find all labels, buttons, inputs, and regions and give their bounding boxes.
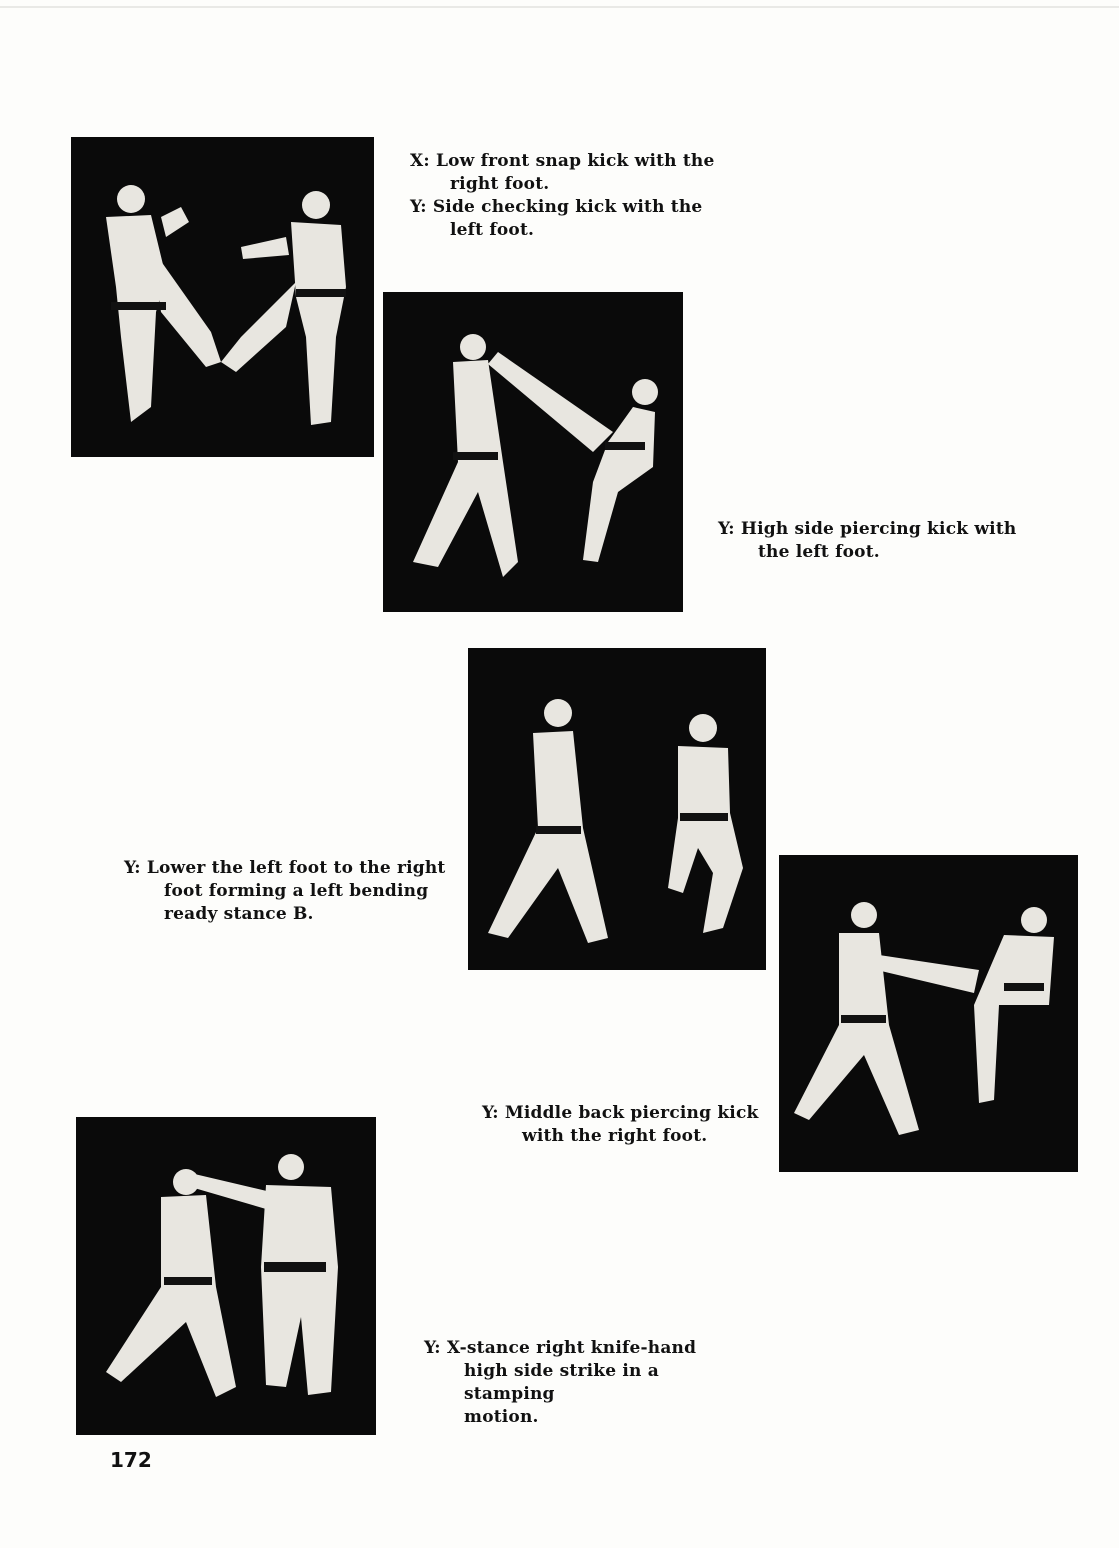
caption-line: right foot. — [450, 174, 550, 194]
caption-line: left foot. — [450, 220, 535, 240]
photo-middle-back-piercing-kick — [779, 855, 1078, 1172]
page-number: 172 — [110, 1448, 152, 1472]
caption-knife-hand-strike — [424, 1337, 754, 1429]
caption-high-side-piercing-kick — [718, 518, 1048, 564]
caption-left-bending-ready-stance — [124, 857, 454, 926]
photo-left-bending-ready-stance — [468, 648, 766, 970]
photo-knife-hand-strike — [76, 1117, 376, 1435]
caption-line: X: Low front snap kick with the — [410, 151, 715, 171]
caption-line: with the right foot. — [522, 1126, 708, 1146]
caption-line: Y: X-stance right knife-hand — [424, 1338, 697, 1358]
caption-line: Y: High side piercing kick with — [718, 519, 1017, 539]
caption-middle-back-piercing-kick — [482, 1102, 782, 1148]
photo-low-front-snap-kick — [71, 137, 374, 457]
page-top-edge — [0, 6, 1119, 8]
caption-line: Y: Side checking kick with the — [410, 197, 703, 217]
photo-high-side-piercing-kick — [383, 292, 683, 612]
caption-line: Y: Middle back piercing kick — [482, 1103, 759, 1123]
caption-line: motion. — [464, 1407, 539, 1427]
caption-line: foot forming a left bending — [164, 881, 429, 901]
caption-line: high side strike in a stamping — [464, 1361, 659, 1404]
caption-line: ready stance B. — [164, 904, 314, 924]
caption-line: Y: Lower the left foot to the right — [124, 858, 446, 878]
caption-low-front-snap-kick — [410, 150, 740, 242]
caption-line: the left foot. — [758, 542, 880, 562]
